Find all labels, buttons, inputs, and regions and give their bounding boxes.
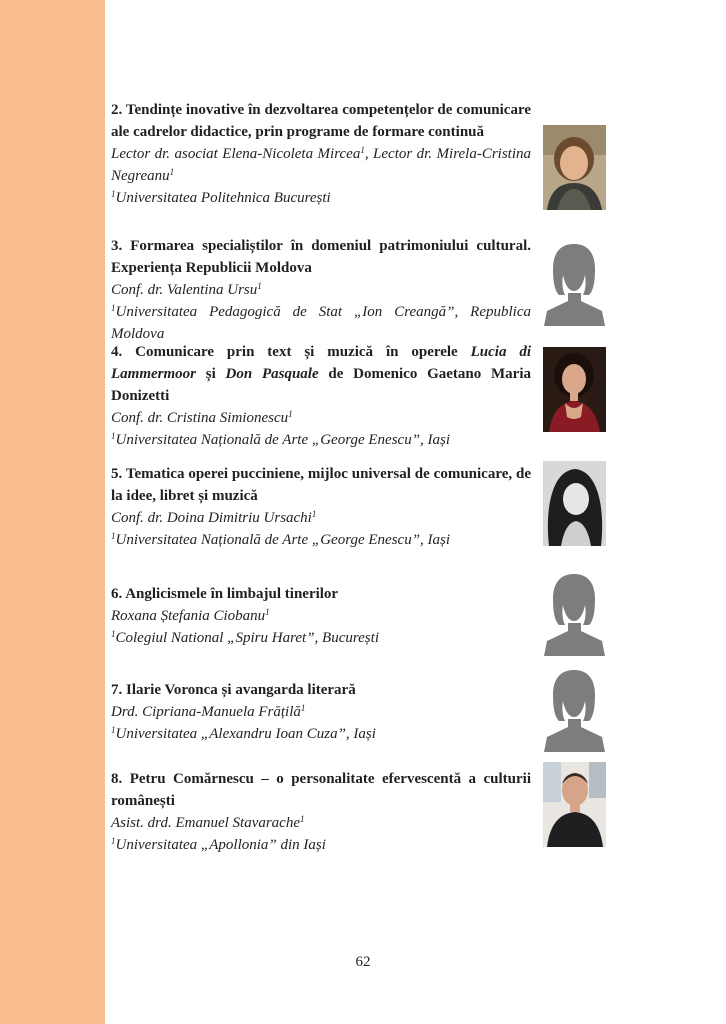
entry-affiliation: $^1$Universitatea Pedagogică de Stat „Ion Creangă”, Republica Moldova	[111, 303, 531, 342]
entry-title: 2. Tendințe inovative în dezvoltarea competențelor de comunicare ale cadrelor didactice, prin programe de formare continuă	[111, 102, 531, 140]
entry-5	[111, 463, 531, 551]
entry-affiliation: $^1$Universitatea Politehnica București	[111, 189, 331, 206]
entry-authors: Conf. dr. Doina Dimitriu Ursachi$^1$	[111, 509, 317, 526]
photo-woman-black-white	[543, 461, 606, 546]
entry-title: 5. Tematica operei pucciniene, mijloc universal de comunicare, de la idee, libret și muzică	[111, 466, 531, 504]
entry-authors: Asist. drd. Emanuel Stavarache$^1$	[111, 814, 305, 831]
entry-authors: Roxana Ștefania Ciobanu$^1$	[111, 607, 270, 624]
entry-affiliation: $^1$Universitatea „Alexandru Ioan Cuza”, Iași	[111, 725, 376, 742]
entry-title: 8. Petru Comărnescu – o personalitate efervescentă a culturii românești	[111, 771, 532, 809]
entry-3	[111, 235, 531, 345]
entry-title: 4. Comunicare prin text și muzică în operele Lucia di Lammermoor și Don Pasquale de Domenico Gaetano Maria Donizetti	[111, 344, 531, 404]
entry-authors: Drd. Cipriana-Manuela Frățilă$^1$	[111, 703, 306, 720]
female-silhouette-icon	[543, 667, 606, 752]
entry-8	[111, 768, 531, 856]
entry-4	[111, 341, 531, 451]
entry-title: 7. Ilarie Voronca și avangarda literară	[111, 682, 356, 698]
entry-affiliation: $^1$Universitatea „Apollonia” din Iași	[111, 836, 326, 853]
entry-title: 6. Anglicismele în limbajul tinerilor	[111, 586, 339, 602]
page-sidebar-band	[0, 0, 105, 1024]
page-number: 62	[355, 954, 371, 970]
entry-affiliation: $^1$Colegiul National „Spiru Haret”, București	[111, 629, 379, 646]
female-silhouette-icon	[543, 241, 606, 326]
female-silhouette-icon	[543, 571, 606, 656]
photo-man-dark-shirt	[543, 762, 606, 847]
entry-7	[111, 679, 531, 745]
entry-authors: Conf. dr. Valentina Ursu$^1$	[111, 281, 262, 298]
photo-woman-red-dress	[543, 347, 606, 432]
entry-affiliation: $^1$Universitatea Națională de Arte „George Enescu”, Iași	[111, 531, 451, 548]
entry-6	[111, 583, 531, 649]
entry-title: 3. Formarea specialiștilor în domeniul patrimoniului cultural. Experiența Republicii Moldova	[111, 238, 532, 276]
entry-authors: Conf. dr. Cristina Simionescu$^1$	[111, 409, 293, 426]
entry-affiliation: $^1$Universitatea Națională de Arte „George Enescu”, Iași	[111, 431, 451, 448]
photo-woman-smiling	[543, 125, 606, 210]
entry-authors: Lector dr. asociat Elena-Nicoleta Mircea$^1$, Lector dr. Mirela-Cristina Negreanu$^1$	[111, 145, 531, 184]
entry-2	[111, 99, 531, 209]
